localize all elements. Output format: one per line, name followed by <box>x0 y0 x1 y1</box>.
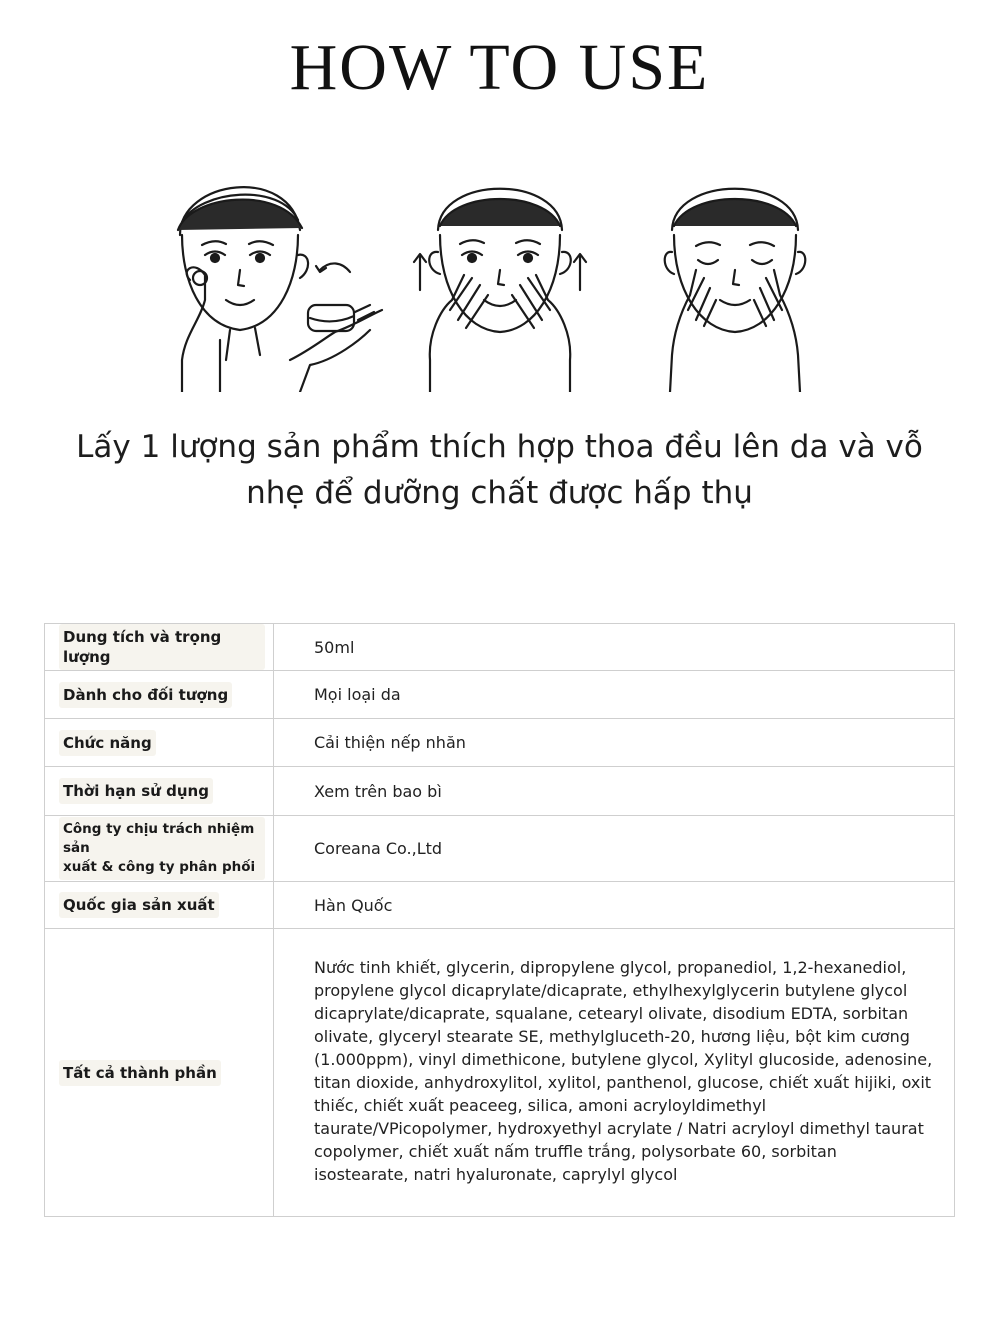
spec-label: Chức năng <box>59 730 156 756</box>
spec-value: 50ml <box>274 624 955 671</box>
spec-row-origin <box>45 882 955 929</box>
spec-row-target <box>45 671 955 719</box>
spec-label: Tất cả thành phần <box>59 1060 221 1086</box>
spec-row-ingredients <box>45 929 955 1217</box>
spec-row-function <box>45 719 955 767</box>
instruction-line-2: nhẹ để dưỡng chất được hấp thụ <box>246 475 753 511</box>
spec-label-line-1: Công ty chịu trách nhiệm sản <box>63 821 255 856</box>
apply-cream-illustration <box>160 160 390 392</box>
woman-patting-face-icon <box>660 160 810 392</box>
spec-value: Nước tinh khiết, glycerin, dipropylene glycol, propanediol, 1,2-hexanediol, propylene glycol dicaprylate/dicaprate, ethylhexylglycerin butylene glycol dicaprylate/dicaprate, squalane, cetearyl olivate, disodium EDTA, sorbitan olivate, glyceryl stearate SE, methylgluceth-20, hương liệu, bột kim cương (1.000ppm), vinyl dimethicone, butylene glycol, Xylityl glucoside, adenosine, titan dioxide, anhydroxylitol, xylitol, panthenol, glucose, chiết xuất hijiki, oxit thiếc, chiết xuất peaceeg, silica, amoni acryloyldimethyl taurate/VPicopolymer, hydroxyethyl acrylate / Natri acryloyl dimethyl taurat copolymer, chiết xuất nấm truffle trắng, polysorbate 60, sorbitan isostearate, natri hyaluronate, caprylyl glycol <box>274 929 955 1217</box>
woman-massaging-face-icon <box>400 160 600 392</box>
massage-upward-illustration <box>400 160 600 392</box>
spec-label-line-2: xuất & công ty phân phối <box>63 859 256 875</box>
spec-row-expiry <box>45 767 955 816</box>
spec-row-company <box>45 816 955 882</box>
spec-label: Quốc gia sản xuất <box>59 892 219 918</box>
spec-label: Dành cho đối tượng <box>59 682 232 708</box>
product-spec-table <box>44 623 955 1217</box>
usage-instruction <box>40 424 959 516</box>
spec-row-capacity <box>45 624 955 671</box>
spec-label: Dung tích và trọng lượng <box>59 624 265 670</box>
spec-value: Xem trên bao bì <box>274 767 955 816</box>
spec-label <box>59 817 265 880</box>
page-title: HOW TO USE <box>289 31 710 104</box>
instruction-line-1: Lấy 1 lượng sản phẩm thích hợp thoa đều lên da và vỗ <box>76 429 923 465</box>
pat-absorb-illustration <box>660 160 810 392</box>
spec-label: Thời hạn sử dụng <box>59 778 213 804</box>
woman-applying-cream-icon <box>160 160 390 392</box>
spec-value: Cải thiện nếp nhăn <box>274 719 955 767</box>
spec-value: Coreana Co.,Ltd <box>274 816 955 882</box>
spec-value: Hàn Quốc <box>274 882 955 929</box>
spec-value: Mọi loại da <box>274 671 955 719</box>
